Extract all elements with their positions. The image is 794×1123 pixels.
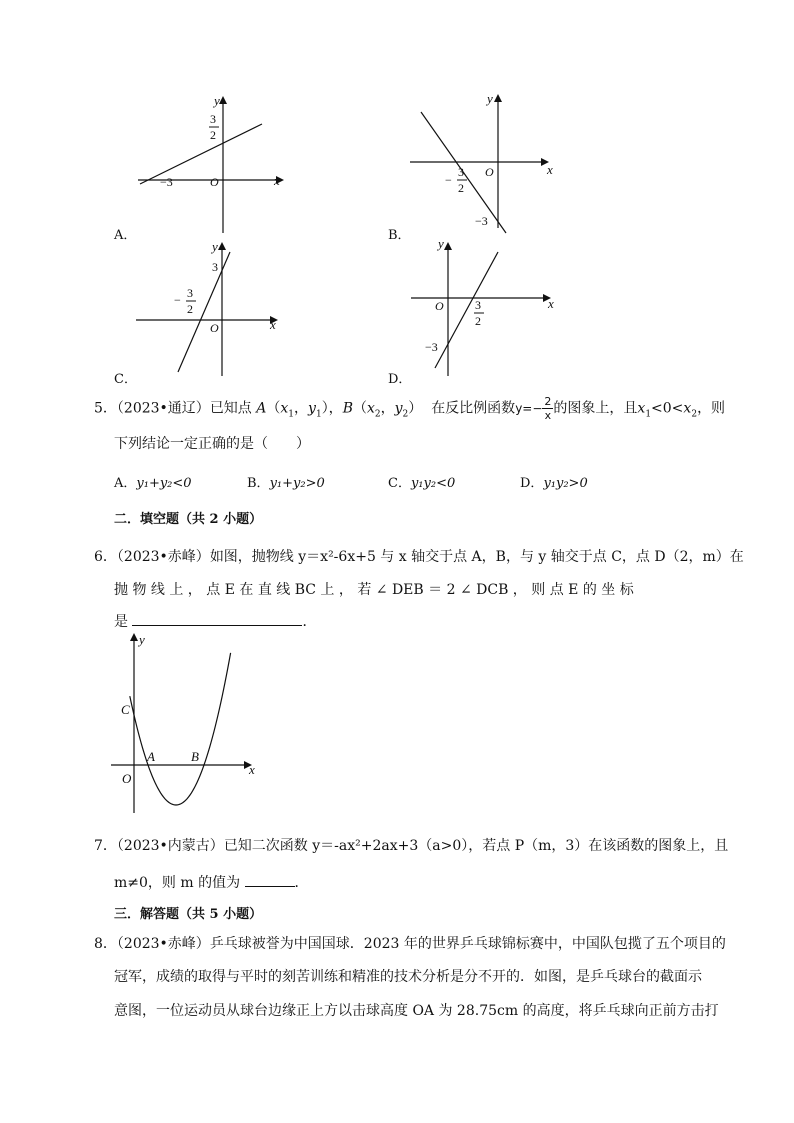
fraction-numerator: 2	[544, 395, 552, 408]
question-text: 在反比例函数	[431, 400, 516, 417]
question-5-line2: 下列结论一定正确的是（ ）	[114, 436, 310, 452]
option-expr: y₁+y₂<0	[136, 476, 192, 491]
option-label: C．	[388, 476, 411, 491]
graph-option-c-label[interactable]: C．	[114, 372, 137, 387]
graph-option-a[interactable]	[130, 88, 290, 238]
x-intercept-label: −3	[160, 175, 173, 189]
point-c-label: C	[121, 702, 130, 717]
x-axis-label: x	[270, 317, 276, 332]
parabola-graph	[105, 628, 270, 823]
q5-option-c[interactable]	[388, 472, 455, 491]
x-intercept-num: 3	[187, 286, 193, 300]
question-text: 是	[114, 614, 128, 630]
x-intercept-den: 2	[458, 181, 464, 195]
question-text: 乒乓球被誉为中国国球．2023 年的世界乒乓球锦标赛中，中国队包揽了五个项目的	[209, 936, 726, 952]
question-source: （2023•赤峰）	[116, 549, 210, 565]
y-axis-label: y	[438, 236, 444, 251]
y-axis-label: y	[212, 239, 218, 254]
question-7-line2	[114, 872, 309, 893]
minus-sign: −	[445, 173, 452, 187]
y-intercept-label: −3	[425, 340, 438, 354]
q5-option-b[interactable]	[247, 472, 325, 491]
function-fraction	[542, 395, 553, 422]
var-x: x	[683, 400, 692, 417]
y-intercept-num: 3	[210, 112, 216, 126]
function-prefix: y=−	[515, 401, 543, 416]
fraction-denominator: x	[544, 409, 552, 422]
question-5-line1: 5．（2023•通辽）已知点 $A(x_1$，$y_1$），$B(x_2$，$y_2$） 在反比例函数y=− $\frac{2}{x}$ 的图象上，且$x_1<0<x_2$，则	[94, 395, 726, 422]
y-axis-label: y	[139, 632, 145, 647]
answer-blank[interactable]	[132, 611, 302, 626]
question-text: 的图象上，且	[553, 400, 638, 417]
graph-option-b[interactable]	[405, 88, 565, 238]
y-intercept-label: 3	[212, 260, 218, 274]
point-a-label: A	[147, 749, 155, 764]
y-axis-label: y	[487, 91, 493, 106]
period: ．	[302, 614, 317, 630]
graph-option-b-label[interactable]: B．	[388, 228, 411, 243]
var-y: y	[394, 400, 403, 417]
answer-blank[interactable]	[245, 872, 295, 887]
line-graph-a	[140, 124, 262, 184]
line-graph-d	[435, 252, 498, 368]
x-intercept-num: 3	[458, 165, 464, 179]
x-axis-label: x	[249, 762, 255, 777]
question-source: （2023•通辽）	[116, 400, 210, 417]
question-text: 已知点	[209, 400, 252, 417]
var-x: x	[637, 400, 646, 417]
graph-option-d-label[interactable]: D．	[388, 372, 412, 387]
question-source: （2023•赤峰）	[116, 936, 210, 952]
question-6-line2: 抛 物 线 上 ， 点 E 在 直 线 BC 上 ， 若 ∠ DEB ＝ 2 ∠ DCB ， 则 点 E 的 坐 标	[114, 582, 634, 598]
graph-option-a-label[interactable]: A．	[114, 228, 137, 243]
question-8-line3: 意图，一位运动员从球台边缘正上方以击球高度 OA 为 28.75cm 的高度，将乒乓球向正前方击打	[114, 1003, 719, 1019]
question-text: ，则	[697, 400, 726, 417]
question-number: 8．	[94, 936, 117, 952]
question-7-line1	[94, 835, 728, 855]
point-b: B	[342, 400, 353, 417]
option-expr: y₁y₂>0	[543, 476, 588, 491]
option-label: D．	[520, 476, 544, 491]
section-heading: 二．填空题（共 2 小题）	[114, 512, 263, 527]
var-y: y	[308, 400, 316, 417]
var-x: x	[366, 400, 375, 417]
option-label: A．	[114, 476, 137, 491]
origin-label: O	[122, 771, 132, 786]
question-text: 已知二次函数 y＝-ax²+2ax+3（a>0），若点 P（m，3）在该函数的图象上，且	[223, 838, 729, 854]
point-a: A	[256, 400, 267, 417]
var-x: x	[280, 400, 289, 417]
origin-label: O	[210, 321, 219, 335]
x-axis-label: x	[274, 173, 280, 188]
question-8-line2: 冠军，成绩的取得与平时的刻苦训练和精准的技术分析是分不开的．如图，是乒乓球台的截面示	[114, 969, 702, 985]
graph-option-d[interactable]	[405, 236, 565, 386]
x-axis-label: x	[547, 162, 553, 177]
x-intercept-num: 3	[475, 298, 481, 312]
q5-option-d[interactable]	[520, 472, 588, 491]
x-intercept-den: 2	[187, 302, 193, 316]
question-8-line1	[94, 933, 726, 953]
point-b-label: B	[191, 749, 199, 764]
origin-label: O	[485, 165, 494, 179]
question-6-line1	[94, 546, 744, 566]
x-intercept-den: 2	[475, 314, 481, 328]
minus-sign: −	[174, 293, 181, 307]
question-number: 6．	[94, 549, 117, 565]
origin-label: O	[435, 299, 444, 313]
y-axis-label: y	[214, 93, 220, 108]
section-heading: 三．解答题（共 5 小题）	[114, 907, 263, 922]
question-source: （2023•内蒙古）	[116, 838, 224, 854]
q5-option-a[interactable]	[114, 472, 192, 491]
period: ．	[294, 875, 309, 891]
option-expr: y₁y₂<0	[410, 476, 456, 491]
origin-label: O	[210, 175, 219, 189]
question-text: 如图，抛物线 y＝x²-6x+5 与 x 轴交于点 A，B，与 y 轴交于点 C，点 D（2，m）在	[209, 549, 744, 565]
x-axis-label: x	[548, 296, 554, 311]
y-intercept-label: −3	[475, 214, 488, 228]
question-text: m≠0，则 m 的值为	[114, 875, 241, 891]
graph-option-c[interactable]	[130, 236, 290, 386]
option-expr: y₁+y₂>0	[269, 476, 325, 491]
option-label: B．	[247, 476, 270, 491]
condition: <0<	[651, 400, 684, 417]
parabola-curve	[130, 653, 231, 805]
question-number: 5．	[94, 400, 117, 417]
question-number: 7．	[94, 838, 117, 854]
y-intercept-den: 2	[210, 128, 216, 142]
